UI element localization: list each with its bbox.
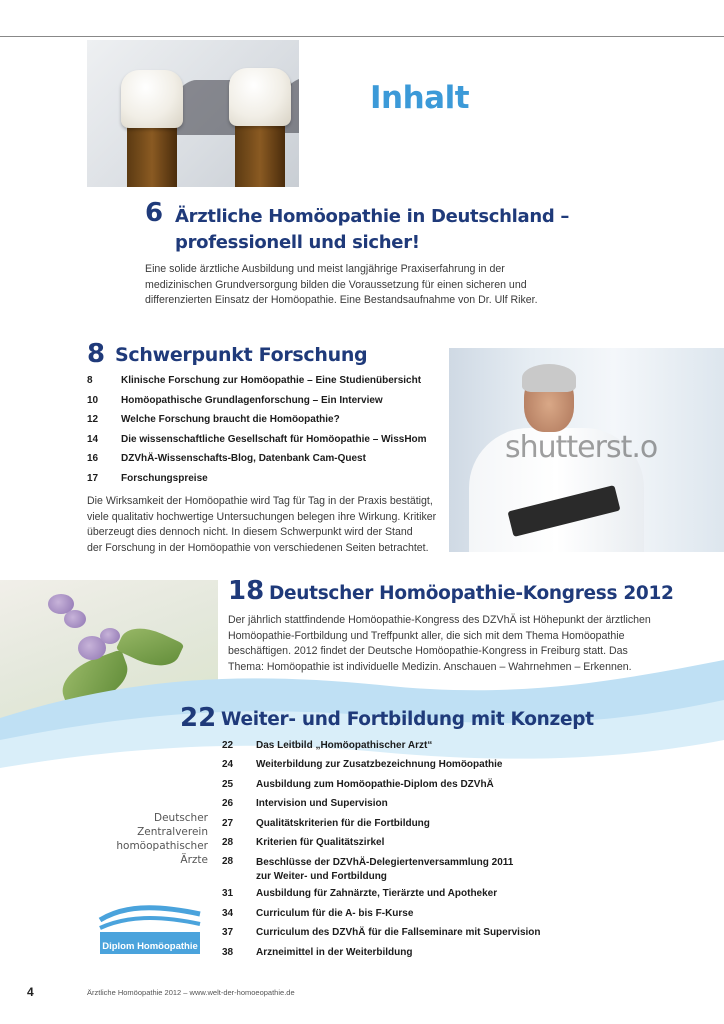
- toc-entry[interactable]: [222, 818, 652, 837]
- section-22-number: 22: [180, 703, 217, 733]
- toc-title: Forschungspreise: [121, 472, 208, 484]
- teaser-line: Die Wirksamkeit der Homöopathie wird Tag für Tag in der Praxis bestätigt,: [87, 495, 433, 507]
- toc-title-line2: zur Weiter- und Fortbildung: [256, 870, 387, 882]
- section-18-teaser: [228, 613, 651, 675]
- teaser-line: medizinischen Grundversorgung bilden die Voraussetzung für einen sicheren und: [145, 278, 527, 291]
- toc-title: Ausbildung für Zahnärzte, Tierärzte und Apotheker: [256, 888, 498, 900]
- section-18-number: 18: [228, 576, 265, 606]
- section-6-teaser: [145, 262, 538, 309]
- toc-entry[interactable]: [87, 453, 442, 473]
- section-18-heading[interactable]: Deutscher Homöopathie-Kongress 2012: [269, 583, 674, 604]
- toc-entry[interactable]: [87, 473, 442, 493]
- toc-page-number: 26: [222, 798, 234, 810]
- photo-watermark: shutterst.o: [505, 430, 658, 465]
- toc-title: Qualitätskriterien für die Fortbildung: [256, 817, 430, 829]
- section-6-heading-line1: Ärztliche Homöopathie in Deutschland –: [175, 206, 570, 227]
- toc-title: Curriculum des DZVhÄ für die Fallseminare mit Supervision: [256, 927, 541, 939]
- toc-entry[interactable]: [222, 740, 652, 759]
- toc-title: Die wissenschaftliche Gesellschaft für Homöopathie – WissHom: [121, 433, 427, 445]
- toc-title: Klinische Forschung zur Homöopathie – Eine Studienübersicht: [121, 375, 422, 386]
- toc-page-number: 38: [222, 946, 234, 958]
- logo-label: Diplom Homöopathie: [102, 941, 198, 952]
- toc-title: Das Leitbild „Homöopathischer Arzt“: [256, 740, 433, 751]
- toc-page-number: 34: [222, 907, 234, 919]
- section-6-heading[interactable]: [175, 204, 569, 256]
- toc-page-number: 14: [87, 433, 99, 445]
- section-22-toc: [222, 740, 652, 966]
- toc-page-number: 8: [87, 375, 93, 386]
- toc-entry[interactable]: [222, 927, 652, 946]
- toc-title: Arzneimittel in der Weiterbildung: [256, 946, 413, 958]
- organization-name-line2: homöopathischer Ärzte: [116, 840, 208, 866]
- toc-page-number: 31: [222, 888, 234, 900]
- toc-page-number: 28: [222, 856, 234, 868]
- toc-page-number: 25: [222, 778, 234, 790]
- organization-name: [88, 811, 208, 867]
- toc-entry[interactable]: [222, 908, 652, 927]
- footer-text: Ärztliche Homöopathie 2012 – www.welt-der-homoeopathie.de: [87, 988, 295, 997]
- section-6-number: 6: [145, 198, 164, 228]
- toc-page-number: 16: [87, 453, 99, 464]
- teaser-line: Der jährlich stattfindende Homöopathie-Kongress des DZVhÄ ist Höhepunkt der ärztlichen: [228, 614, 651, 626]
- globuli-vials-photo: [87, 40, 299, 187]
- toc-entry[interactable]: [87, 414, 442, 434]
- toc-title: Weiterbildung zur Zusatzbezeichnung Homöopathie: [256, 759, 503, 771]
- section-8-toc: [87, 375, 442, 492]
- toc-page-number: 24: [222, 759, 234, 771]
- toc-page-number: 28: [222, 836, 234, 848]
- toc-title: Welche Forschung braucht die Homöopathie?: [121, 414, 340, 425]
- diplom-homoeopathie-logo: [98, 898, 202, 956]
- toc-entry[interactable]: [87, 375, 442, 395]
- toc-entry[interactable]: [87, 395, 442, 415]
- toc-title: DZVhÄ-Wissenschafts-Blog, Datenbank Cam-Quest: [121, 453, 366, 464]
- section-8-number: 8: [87, 339, 106, 369]
- page-title: Inhalt: [370, 80, 470, 116]
- toc-title: [256, 856, 652, 888]
- top-rule: [0, 36, 724, 37]
- section-6-heading-line2: professionell und sicher!: [175, 232, 420, 253]
- toc-entry[interactable]: [87, 434, 442, 454]
- toc-page-number: 27: [222, 817, 234, 829]
- toc-page-number: 37: [222, 927, 234, 939]
- toc-entry[interactable]: [222, 798, 652, 817]
- teaser-line: Thema: Homöopathie ist individuelle Medizin. Anschauen – Wahrnehmen – Erkennen.: [228, 660, 632, 673]
- teaser-line: viele qualitativ hochwertige Untersuchungen belegen ihre Wirkung. Kritiker: [87, 510, 437, 523]
- toc-entry[interactable]: [222, 837, 652, 856]
- toc-entry[interactable]: [222, 888, 652, 907]
- section-22-heading[interactable]: Weiter- und Fortbildung mit Konzept: [221, 709, 594, 730]
- teaser-line: der Forschung in der Homöopathie von verschiedenen Seiten betrachtet.: [87, 541, 429, 554]
- teaser-line: Eine solide ärztliche Ausbildung und meist langjährige Praxiserfahrung in der: [145, 263, 505, 275]
- toc-title: Kriterien für Qualitätszirkel: [256, 836, 385, 848]
- toc-entry[interactable]: [222, 759, 652, 778]
- toc-title-line1: Beschlüsse der DZVhÄ-Delegiertenversammlung 2011: [256, 857, 514, 869]
- toc-entry[interactable]: [222, 856, 652, 888]
- toc-page-number: 12: [87, 414, 99, 425]
- section-8-teaser: [87, 494, 436, 556]
- teaser-line: überzeugt dies dennoch nicht. In diesem Schwerpunkt wird der Stand: [87, 526, 413, 538]
- teaser-line: beschäftigen. 2012 findet der Deutsche Homöopathie-Kongress in Freiburg statt. Das: [228, 645, 628, 657]
- toc-page-number: 10: [87, 394, 99, 406]
- toc-title: Ausbildung zum Homöopathie-Diplom des DZVhÄ: [256, 778, 494, 790]
- toc-title: Homöopathische Grundlagenforschung – Ein Interview: [121, 394, 383, 406]
- toc-entry[interactable]: [222, 947, 652, 966]
- toc-title: Intervision und Supervision: [256, 798, 388, 810]
- footer-page-number: 4: [27, 985, 34, 999]
- toc-page-number: 17: [87, 472, 99, 484]
- toc-title: Curriculum für die A- bis F-Kurse: [256, 907, 414, 919]
- toc-entry[interactable]: [222, 779, 652, 798]
- section-8-heading[interactable]: Schwerpunkt Forschung: [115, 344, 368, 366]
- organization-name-line1: Deutscher Zentralverein: [137, 812, 208, 838]
- teaser-line: differenzierten Einsatz der Homöopathie. Eine Bestandsaufnahme von Dr. Ulf Riker.: [145, 294, 538, 306]
- teaser-line: Homöopathie-Fortbildung und Treffpunkt aller, die sich mit dem Thema Homöopathie: [228, 629, 625, 642]
- researcher-reading-photo: [449, 348, 724, 552]
- toc-page-number: 22: [222, 740, 234, 751]
